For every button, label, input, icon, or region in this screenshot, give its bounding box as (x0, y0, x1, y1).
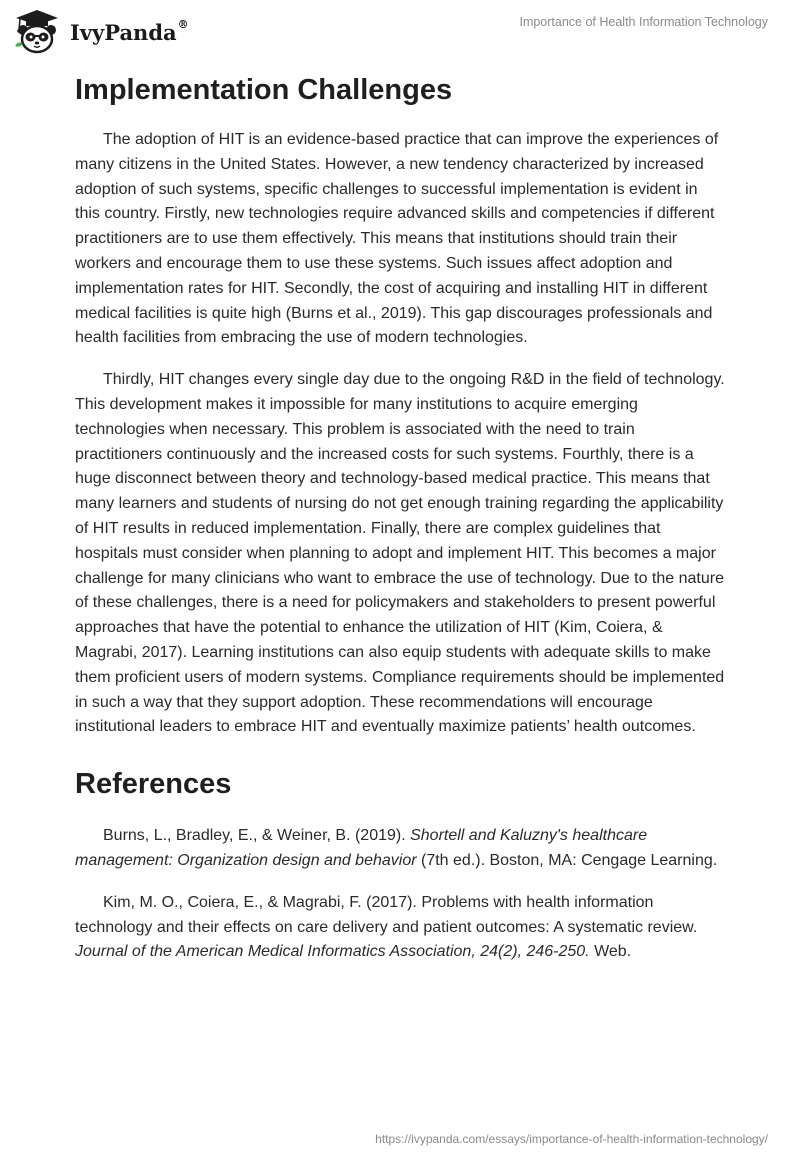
reference-authors: Burns, L., Bradley, E., & Weiner, B. (2019). (103, 827, 411, 845)
source-url[interactable]: https://ivypanda.com/essays/importance-of-health-information-technology/ (375, 1132, 768, 1146)
section-heading-references: References (75, 768, 232, 801)
reference-authors: Kim, M. O., Coiera, E., & Magrabi, F. (2017). Problems with health information technology and their effects on care delivery and patient outcomes: A systematic review. (75, 893, 698, 936)
body-paragraph: Thirdly, HIT changes every single day due to the ongoing R&D in the field of technology. This development makes it impossible for many institutions to acquire emerging technologies when necessary. This problem is associated with the need to train practitioners continuously and the increased costs for such systems. Fourthly, there is a huge disconnect between theory and technology-based medical practice. This means that many learners and students of nursing do not get enough training regarding the applicability of HIT results in reduced implementation. Finally, there are complex guidelines that hospitals must consider when planning to adopt and implement HIT. This becomes a major challenge for many clinicians who want to embrace the use of technology. Due to the nature of these challenges, there is a need for policymakers and stakeholders to present powerful approaches that have the potential to enhance the utilization of HIT (Kim, Coiera, & Magrabi, 2017). Learning institutions can also equip students with adequate skills to make them proficient users of modern systems. Compliance requirements should be implemented in such a way that they support adoption. These recommendations will encourage institutional leaders to embrace HIT and eventually maximize patients’ health outcomes. (75, 371, 725, 736)
reference-journal: Journal of the American Medical Informatics Association, 24(2), 246-250. (75, 943, 590, 961)
reference-entry (75, 824, 725, 874)
section-heading-implementation: Implementation Challenges (75, 74, 453, 106)
reference-tail: Web. (589, 943, 632, 961)
reference-title: Shortell and Kaluzny's healthcare management: Organization design and behavior (75, 827, 648, 869)
reference-publisher: (7th ed.). Boston, MA: Cengage Learning. (416, 851, 718, 869)
reference-entry (75, 891, 725, 965)
brand-name: IvyPanda® (70, 17, 189, 45)
document-title: Importance of Health Information Technology (519, 15, 768, 29)
ivypanda-logo[interactable] (12, 8, 189, 54)
body-paragraph: The adoption of HIT is an evidence-based practice that can improve the experiences of many citizens in the United States. However, a new tendency characterized by increased adoption of such systems, specific challenges to successful implementation is evident in this country. Firstly, new technologies require advanced skills and competencies if different practitioners are to use them effectively. This means that institutions should train their workers and encourage them to use these systems. Such issues affect adoption and implementation rates for HIT. Secondly, the cost of acquiring and installing HIT in different medical facilities is quite high (Burns et al., 2019). This gap discourages professionals and health facilities from embracing the use of modern technologies. (75, 131, 719, 347)
essay-content (75, 70, 725, 965)
page-header (0, 0, 800, 60)
panda-graduate-icon (12, 8, 62, 54)
